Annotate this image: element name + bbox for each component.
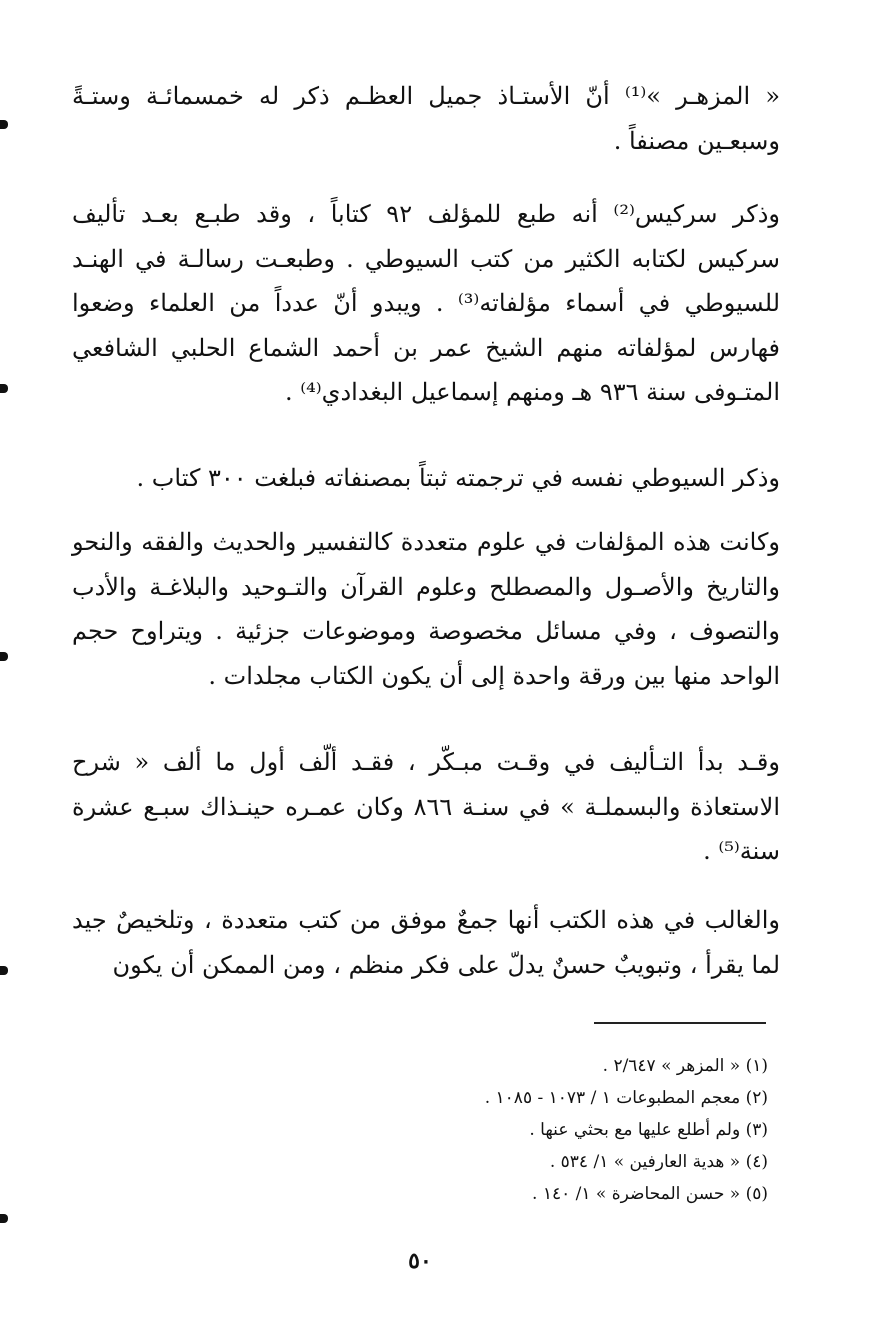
binding-mark (0, 966, 8, 975)
binding-mark (0, 384, 8, 393)
binding-mark (0, 120, 8, 129)
binding-mark (0, 652, 8, 661)
paragraph-1: « المزهـر »⁽¹⁾ أنّ الأستـاذ جميل العظـم ذكر له خمسمائـة وستـةً وسبعـين مصنفاً . (72, 82, 780, 155)
footnote-2: (٢) معجم المطبوعات ١ / ١٠٧٣ - ١٠٨٥ . (484, 1088, 768, 1108)
footnote-3: (٣) ولم أطلع عليها مع بحثي عنها . (529, 1120, 768, 1140)
footnotes-list (248, 1050, 768, 1210)
footnote-4: (٤) « هدية العارفين » ١/ ٥٣٤ . (549, 1152, 768, 1172)
footnote-1: (١) « المزهر » ٢/٦٤٧ . (602, 1056, 768, 1076)
page-number: ٥٠ (408, 1248, 432, 1274)
paragraph-5: وقـد بدأ التـأليف في وقـت مبـكّر ، فقـد ألّف أول ما ألف « شرح الاستعاذة والبسملـة » في سنـة ٨٦٦ وكان عمـره حينـذاك سبـع عشرة سنة⁽⁵⁾ . (72, 748, 780, 865)
paragraph-4: وكانت هذه المؤلفات في علوم متعددة كالتفسير والحديث والفقه والنحو والتاريخ والأصـول والمصطلح وعلوم القرآن والتـوحيد والبلاغـة والأدب والتصوف ، وفي مسائل مخصوصة وموضوعات جزئية . ويتراوح حجم الواحد منها بين ورقة واحدة إلى أن يكون الكتاب مجلدات . (72, 528, 780, 690)
paragraph-6: والغالب في هذه الكتب أنها جمعٌ موفق من كتب متعددة ، وتلخيصٌ جيد لما يقرأ ، وتبويبٌ حسنٌ يدلّ على فكر منظم ، ومن الممكن أن يكون (72, 906, 780, 979)
paragraph-2: وذكر سركيس⁽²⁾ أنه طبع للمؤلف ٩٢ كتاباً ، وقد طبـع بعـد تأليف سركيس لكتابه الكثير من كتب السيوطي . وطبعـت رسالـة في الهنـد للسيوطي في أسماء مؤلفاته⁽³⁾ . ويبدو أنّ عدداً من العلماء وضعوا فهارس لمؤلفاته منهم الشيخ عمر بن أحمد الشماع الحلبي الشافعي المتـوفى سنة ٩٣٦ هـ ومنهم إسماعيل البغدادي⁽⁴⁾ . (72, 200, 781, 406)
footnote-separator (594, 1022, 766, 1024)
footnote-5: (٥) « حسن المحاضرة » ١/ ١٤٠ . (532, 1184, 768, 1204)
binding-mark (0, 1214, 8, 1223)
paragraph-3: وذكر السيوطي نفسه في ترجمته ثبتاً بمصنفاته فبلغت ٣٠٠ كتاب . (136, 464, 780, 492)
